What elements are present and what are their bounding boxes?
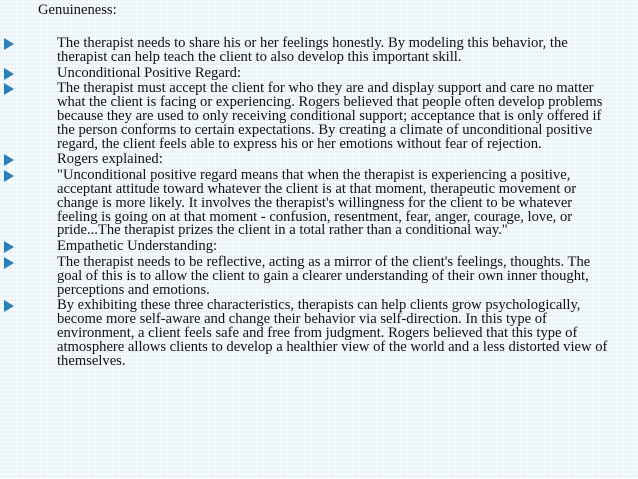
list-item (2, 64, 608, 81)
list-item (2, 82, 608, 151)
list-item (2, 240, 608, 254)
list-item (2, 153, 608, 167)
list-item (2, 299, 608, 368)
triangle-bullet-icon (4, 68, 14, 80)
list-item-text: "Unconditional positive regard means that when the therapist is experiencing a positive, acceptant attitude toward whatever the client is at that moment, therapeutic movement or change is more likely. It involves the therapist's willingness for the client to be whatever feeling is going on at that moment - confusion, resentment, fear, anger, courage, love, or pride...The therapist prizes the client in a total rather than a conditional way." (57, 167, 577, 239)
triangle-bullet-icon (4, 154, 14, 166)
triangle-bullet-icon (4, 38, 14, 50)
list-item-text: By exhibiting these three characteristics, therapists can help clients grow psychologically, become more self-aware and change their behavior via self-direction. In this type of environment, a client feels safe and free from judgment. Rogers believed that this type of atmosphere allows clients to develop a healthier view of the world and a less distorted view of themselves. (57, 297, 608, 369)
list-item (2, 253, 608, 298)
list-item-text: The therapist must accept the client for who they are and display support and care no matter what the client is facing or experiencing. Rogers believed that people often develop problems because they are used to only receiving conditional support; acceptance that is only offered if the person conforms to certain expectations. By creating a climate of unconditional positive regard, the client feels able to express his or her emotions without fear of rejection. (57, 80, 603, 152)
triangle-bullet-icon (4, 241, 14, 253)
list-item-text: Empathetic Understanding: (57, 238, 218, 255)
heading-genuineness: Genuineness: (38, 2, 117, 18)
triangle-bullet-icon (4, 83, 14, 95)
list-item-text: Unconditional Positive Regard: (57, 64, 242, 81)
bullet-list (2, 37, 608, 368)
list-item-text: The therapist needs to share his or her feelings honestly. By modeling this behavior, the therapist can help teach the client to also develop this important skill. (57, 35, 568, 65)
triangle-bullet-icon (4, 300, 14, 312)
list-item-text: The therapist needs to be reflective, acting as a mirror of the client's feelings, thoughts. The goal of this is to allow the client to gain a clearer understanding of their own inner thought, perceptions and emotions. (57, 253, 591, 298)
triangle-bullet-icon (4, 257, 14, 269)
list-item (2, 37, 608, 65)
list-item-text: Rogers explained: (57, 151, 163, 168)
list-item (2, 169, 608, 238)
triangle-bullet-icon (4, 170, 14, 182)
